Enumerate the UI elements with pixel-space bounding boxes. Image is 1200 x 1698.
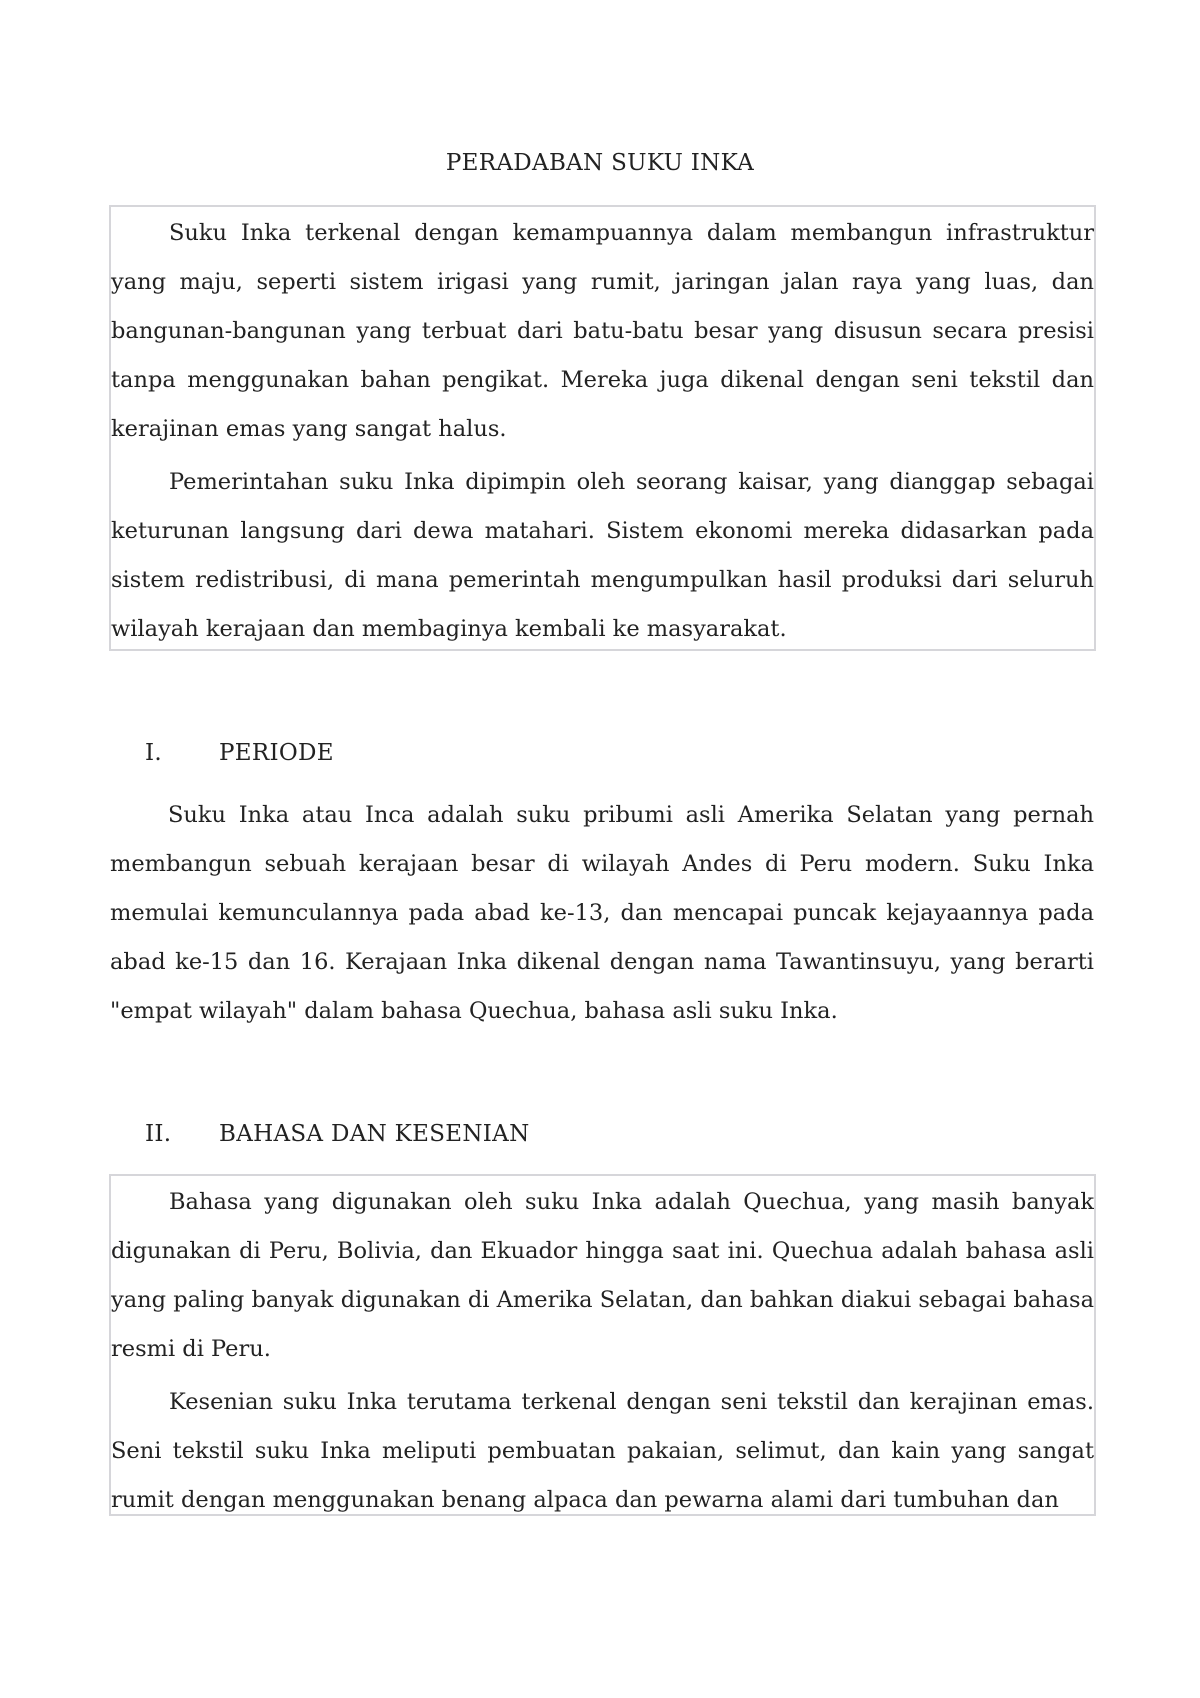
intro-paragraph-2: Pemerintahan suku Inka dipimpin oleh seorang kaisar, yang dianggap sebagai keturunan langsung dari dewa matahari. Sistem ekonomi mereka didasarkan pada sistem redistribusi, di mana pemerintah mengumpulkan hasil produksi dari seluruh wilayah kerajaan dan membaginya kembali ke masyarakat. <box>111 469 1094 642</box>
periode-body <box>110 791 1094 1036</box>
periode-paragraph-1: Suku Inka atau Inca adalah suku pribumi asli Amerika Selatan yang pernah membangun sebuah kerajaan besar di wilayah Andes di Peru modern. Suku Inka memulai kemunculannya pada abad ke-13, dan mencapai puncak kejayaannya pada abad ke-15 dan 16. Kerajaan Inka dikenal dengan nama Tawantinsuyu, yang berarti "empat wilayah" dalam bahasa Quechua, bahasa asli suku Inka. <box>110 802 1094 1024</box>
section-number: I. <box>145 740 162 766</box>
bahasa-paragraph-1: Bahasa yang digunakan oleh suku Inka adalah Quechua, yang masih banyak digunakan di Peru, Bolivia, dan Ekuador hingga saat ini. Quechua adalah bahasa asli yang paling banyak digunakan di Amerika Selatan, dan bahkan diakui sebagai bahasa resmi di Peru. <box>111 1189 1094 1362</box>
intro-paragraph-1: Suku Inka terkenal dengan kemampuannya dalam membangun infrastruktur yang maju, seperti sistem irigasi yang rumit, jaringan jalan raya yang luas, dan bangunan-bangunan yang terbuat dari batu-batu besar yang disusun secara presisi tanpa menggunakan bahan pengikat. Mereka juga dikenal dengan seni tekstil dan kerajinan emas yang sangat halus. <box>111 220 1094 442</box>
section-number: II. <box>145 1121 172 1147</box>
intro-text-box <box>109 205 1096 651</box>
section-title: BAHASA DAN KESENIAN <box>219 1121 530 1147</box>
section-heading-periode <box>145 736 334 770</box>
document-title: PERADABAN SUKU INKA <box>445 150 755 176</box>
section-heading-bahasa-dan-kesenian <box>145 1117 530 1151</box>
kesenian-paragraph-1: Kesenian suku Inka terutama terkenal dengan seni tekstil dan kerajinan emas. Seni tekstil suku Inka meliputi pembuatan pakaian, selimut, dan kain yang sangat rumit dengan menggunakan benang alpaca dan pewarna alami dari tumbuhan dan <box>111 1389 1094 1513</box>
bahasa-text-box <box>109 1174 1096 1516</box>
section-title: PERIODE <box>219 740 334 766</box>
